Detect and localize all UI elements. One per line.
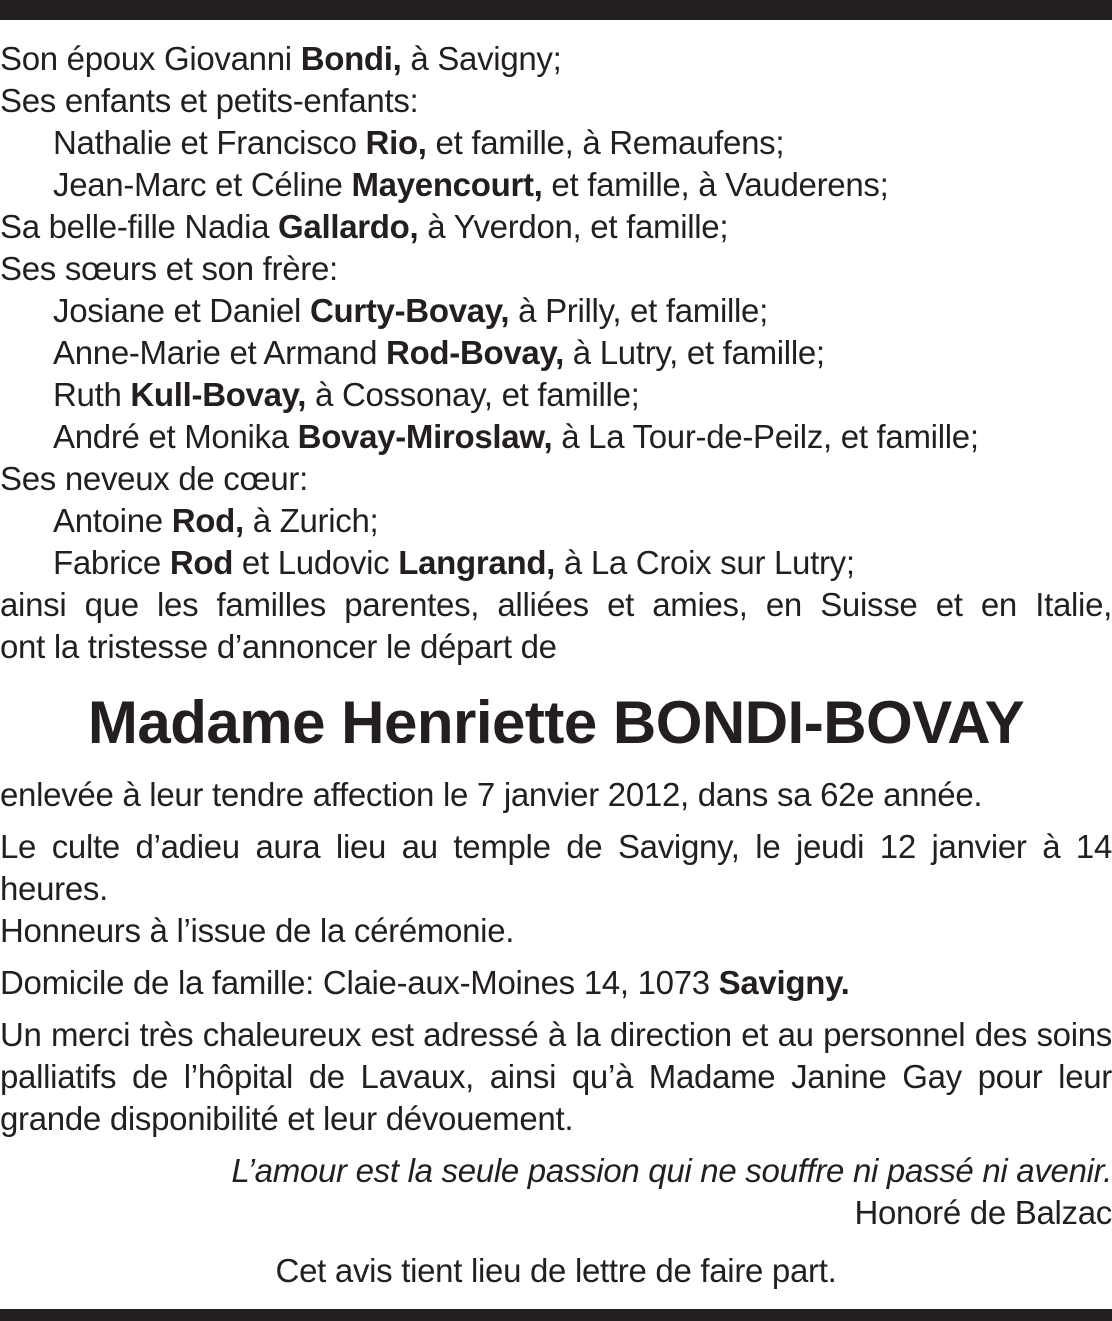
deceased-name: Madame Henriette BONDI-BOVAY <box>87 689 1025 756</box>
thanks-text: Un merci très chaleureux est adressé à la direction et au personnel des soins palliatifs de l’hôpital de Lavaux, ainsi qu’à Madame Janine Gay pour leur grande disponibilité et leur dévouement. <box>0 1016 1112 1137</box>
closing-text: Cet avis tient lieu de lettre de faire part. <box>275 1252 837 1289</box>
sibling-line: André et Monika Bovay-Miroslaw, à La Tour-de-Peilz, et famille; <box>53 418 979 455</box>
sibling-line: Anne-Marie et Armand Rod-Bovay, à Lutry, et famille; <box>53 334 825 371</box>
domicile-text: Domicile de la famille: Claie-aux-Moines 14, 1073 Savigny. <box>0 964 850 1001</box>
children-heading: Ses enfants et petits-enfants: <box>0 82 419 119</box>
child-line: Jean-Marc et Céline Mayencourt, et famille, à Vauderens; <box>53 166 889 203</box>
quote-text: L’amour est la seule passion qui ne souffre ni passé ni avenir. <box>231 1152 1112 1189</box>
nephew-line: Fabrice Rod et Ludovic Langrand, à La Croix sur Lutry; <box>53 544 855 581</box>
honours-text: Honneurs à l’issue de la cérémonie. <box>0 912 515 949</box>
announcement-line: ont la tristesse d’annoncer le départ de <box>0 628 557 665</box>
top-rule <box>0 0 1112 20</box>
bottom-rule <box>0 1309 1112 1321</box>
ceremony-text: Le culte d’adieu aura lieu au temple de Savigny, le jeudi 12 janvier à 14 heures. <box>0 828 1112 907</box>
daughter-in-law-line: Sa belle-fille Nadia Gallardo, à Yverdon, et famille; <box>0 208 729 245</box>
sibling-line: Josiane et Daniel Curty-Bovay, à Prilly, et famille; <box>53 292 768 329</box>
child-line: Nathalie et Francisco Rio, et famille, à Remaufens; <box>53 124 785 161</box>
nephews-heading: Ses neveux de cœur: <box>0 460 308 497</box>
spouse-line: Son époux Giovanni Bondi, à Savigny; <box>0 40 562 77</box>
obituary-notice <box>0 38 1112 1292</box>
siblings-heading: Ses sœurs et son frère: <box>0 250 338 287</box>
death-date-text: enlevée à leur tendre affection le 7 janvier 2012, dans sa 62e année. <box>0 776 983 813</box>
quote-author: Honoré de Balzac <box>854 1194 1112 1231</box>
extended-family-line: ainsi que les familles parentes, alliées et amies, en Suisse et en Italie, <box>0 586 1112 623</box>
sibling-line: Ruth Kull-Bovay, à Cossonay, et famille; <box>53 376 640 413</box>
nephew-line: Antoine Rod, à Zurich; <box>53 502 379 539</box>
